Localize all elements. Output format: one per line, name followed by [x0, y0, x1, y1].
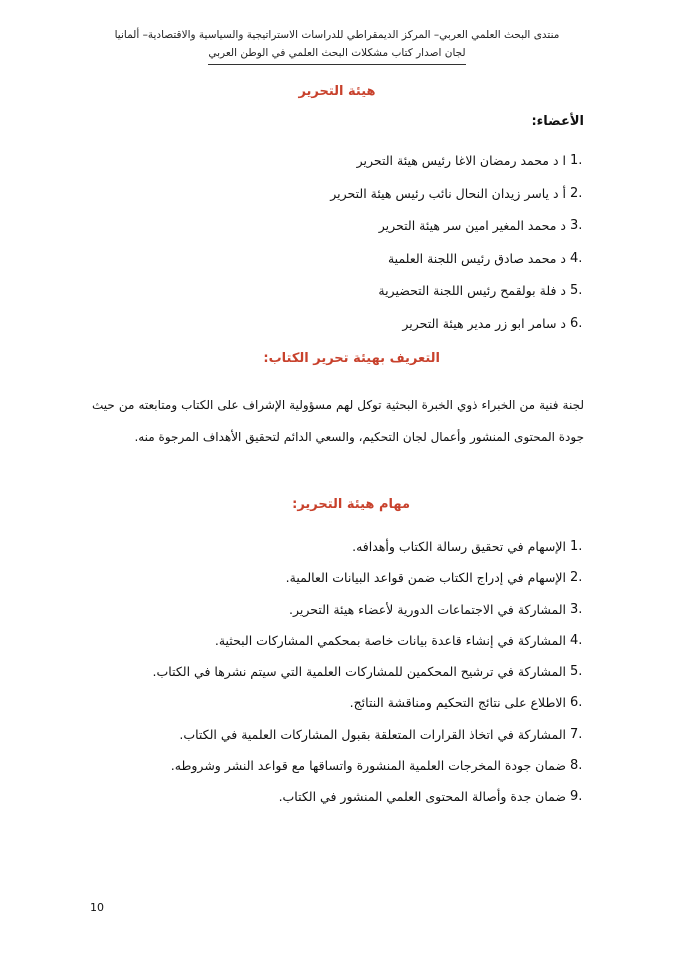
list-item — [153, 692, 583, 723]
list-item-number: 3. — [570, 601, 583, 617]
list-item — [153, 724, 583, 755]
list-item — [330, 215, 583, 248]
list-item — [330, 313, 583, 346]
list-item — [330, 183, 583, 216]
list-item-text: ا د محمد رمضان الاغا رئيس هيئة التحرير — [356, 153, 566, 168]
list-item-number: 2. — [570, 570, 583, 586]
header-line-1: منتدى البحث العلمي العربي– المركز الديمقراطي للدراسات الاستراتيجية والسياسية والاقتصادية– ألمانيا — [114, 29, 560, 41]
list-item-text: الإسهام في إدراج الكتاب ضمن قواعد البيانات العالمية. — [285, 570, 566, 586]
list-item-text: أ د ياسر زيدان النحال نائب رئيس هيئة التحرير — [330, 185, 566, 201]
members-list — [330, 150, 583, 345]
list-item — [330, 150, 583, 183]
list-item — [330, 248, 583, 281]
list-item — [330, 280, 583, 313]
list-item-text: د محمد صادق رئيس اللجنة العلمية — [387, 250, 566, 266]
list-item-number: 5. — [570, 283, 583, 298]
list-item-number: 6. — [570, 315, 583, 331]
list-item-number: 1. — [570, 153, 583, 168]
list-item-text: د محمد المغير امين سر هيئة التحرير — [378, 218, 566, 233]
tasks-title: مهام هيئة التحرير: — [292, 497, 410, 512]
list-item-number: 2. — [570, 185, 583, 201]
definition-title: التعريف بهيئة تحرير الكتاب: — [263, 351, 440, 366]
page-number: 10 — [90, 901, 104, 914]
list-item — [153, 755, 583, 786]
list-item-text: المشاركة في اتخاذ القرارات المتعلقة بقبول المشاركات العلمية في الكتاب. — [179, 726, 566, 742]
tasks-list — [152, 536, 583, 818]
list-item-number: 8. — [570, 758, 583, 774]
list-item — [153, 599, 583, 630]
list-item-number: 7. — [570, 726, 583, 742]
list-item-number: 5. — [570, 664, 583, 680]
list-item — [153, 630, 583, 661]
list-item-number: 3. — [570, 218, 583, 233]
header-line-2: لجان اصدار كتاب مشكلات البحث العلمي في الوطن العربي — [208, 44, 465, 65]
list-item — [153, 786, 583, 817]
list-item-number: 6. — [570, 695, 583, 711]
list-item-text: الإسهام في تحقيق رسالة الكتاب وأهدافه. — [352, 539, 566, 554]
list-item-text: المشاركة في الاجتماعات الدورية لأعضاء هيئة التحرير. — [289, 601, 566, 617]
list-item-number: 1. — [570, 539, 583, 554]
list-item — [153, 567, 583, 598]
list-item-text: الاطلاع على نتائج التحكيم ومناقشة النتائج. — [349, 695, 566, 711]
page-header — [80, 26, 594, 65]
list-item-text: المشاركة في ترشيح المحكمين للمشاركات العلمية التي سيتم نشرها في الكتاب. — [152, 664, 566, 680]
list-item — [152, 661, 583, 692]
editorial-board-title: هيئة التحرير — [298, 84, 376, 99]
list-item-number: 4. — [570, 632, 583, 648]
list-item-text: د فلة بولقمح رئيس اللجنة التحضيرية — [378, 283, 566, 298]
list-item-text: ضمان جدة وأصالة المحتوى العلمي المنشور في الكتاب. — [278, 789, 566, 805]
members-label: الأعضاء: — [531, 114, 584, 129]
definition-paragraph: لجنة فنية من الخبراء ذوي الخبرة البحثية توكل لهم مسؤولية الإشراف على الكتاب ومتابعته من حيث جودة المحتوى المنشور وأعمال لجان التحكيم، والسعي الدائم لتحقيق الأهداف المرجوة منه. — [92, 398, 584, 444]
list-item-text: ضمان جودة المخرجات العلمية المنشورة واتساقها مع قواعد النشر وشروطه. — [170, 758, 566, 774]
list-item-text: د سامر ابو زر مدير هيئة التحرير — [402, 315, 566, 331]
list-item-number: 9. — [570, 789, 583, 805]
list-item-text: المشاركة في إنشاء قاعدة بيانات خاصة بمحكمي المشاركات البحثية. — [214, 632, 566, 648]
list-item-number: 4. — [570, 250, 583, 266]
list-item — [153, 536, 583, 567]
